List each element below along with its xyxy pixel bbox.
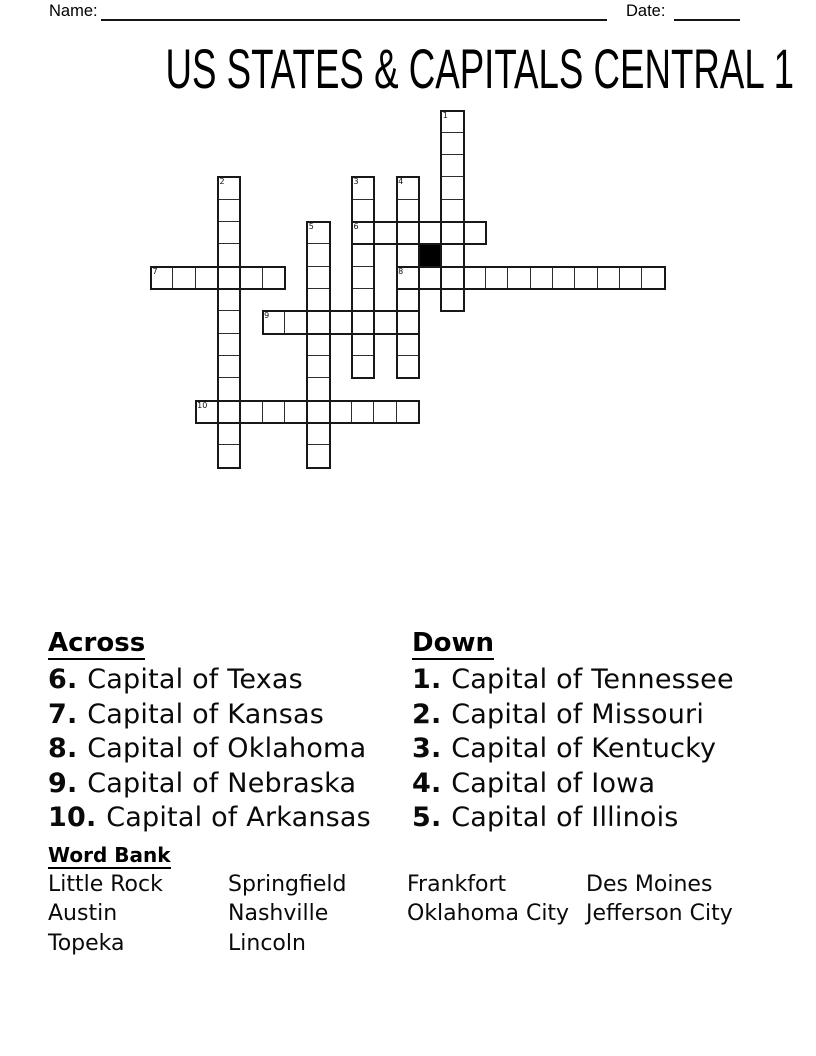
grid-cell-r11-c7[interactable] <box>306 355 330 379</box>
grid-cell-r13-c3[interactable] <box>217 400 241 424</box>
grid-cell-r8-c3[interactable] <box>217 288 241 312</box>
grid-cell-r11-c11[interactable] <box>396 355 420 379</box>
grid-cell-r6-c7[interactable] <box>306 243 330 267</box>
grid-cell-r4-c13[interactable] <box>440 199 464 223</box>
clue-number: 5. <box>412 802 442 834</box>
clue-across-10: 10. Capital of Arkansas <box>48 802 371 834</box>
grid-cell-r13-c8[interactable] <box>329 400 353 424</box>
grid-number-7: 7 <box>152 266 158 276</box>
grid-cell-r8-c11[interactable] <box>396 288 420 312</box>
grid-cell-r9-c3[interactable] <box>217 310 241 334</box>
clue-number: 1. <box>412 664 442 695</box>
grid-cell-r13-c4[interactable] <box>239 400 263 424</box>
grid-cell-r7-c15[interactable] <box>485 266 509 290</box>
grid-cell-r15-c7[interactable] <box>306 444 330 468</box>
grid-cell-r7-c12[interactable] <box>418 266 442 290</box>
word-bank-item: Little Rock <box>48 872 163 897</box>
word-bank-item: Jefferson City <box>586 901 733 927</box>
grid-number-4: 4 <box>398 177 404 187</box>
clue-number: 3. <box>412 733 442 765</box>
grid-cell-r10-c3[interactable] <box>217 333 241 357</box>
clue-down-2: 2. Capital of Missouri <box>412 698 705 730</box>
grid-cell-r7-c2[interactable] <box>195 266 219 290</box>
grid-cell-r6-c13[interactable] <box>440 243 464 267</box>
grid-cell-r5-c3[interactable] <box>217 221 241 245</box>
date-label: Date: <box>626 2 666 20</box>
grid-number-2: 2 <box>219 177 225 187</box>
grid-cell-r11-c9[interactable] <box>351 355 375 379</box>
grid-cell-r10-c9[interactable] <box>351 333 375 357</box>
grid-cell-r14-c3[interactable] <box>217 422 241 446</box>
grid-black-cell-r6-c12 <box>418 243 442 267</box>
word-bank-column-1 <box>48 870 163 958</box>
grid-cell-r7-c21[interactable] <box>619 266 643 290</box>
word-bank-column-4 <box>586 870 733 929</box>
grid-cell-r7-c1[interactable] <box>172 266 196 290</box>
clue-across-6: 6. Capital of Texas <box>48 664 303 695</box>
grid-number-8: 8 <box>398 266 404 276</box>
across-clue-list <box>48 663 371 836</box>
grid-cell-r6-c11[interactable] <box>396 243 420 267</box>
word-bank-item: Frankfort <box>407 872 507 897</box>
grid-cell-r13-c7[interactable] <box>306 400 330 424</box>
grid-cell-r7-c4[interactable] <box>239 266 263 290</box>
grid-cell-r1-c13[interactable] <box>440 132 464 156</box>
grid-cell-r4-c9[interactable] <box>351 199 375 223</box>
grid-number-3: 3 <box>353 177 359 187</box>
grid-cell-r7-c3[interactable] <box>217 266 241 290</box>
grid-cell-r10-c11[interactable] <box>396 333 420 357</box>
word-bank-item: Oklahoma City <box>407 901 570 927</box>
grid-cell-r9-c8[interactable] <box>329 310 353 334</box>
grid-cell-r10-c7[interactable] <box>306 333 330 357</box>
grid-cell-r9-c11[interactable] <box>396 310 420 334</box>
clue-number: 4. <box>412 767 442 799</box>
grid-cell-r7-c19[interactable] <box>574 266 598 290</box>
grid-number-9: 9 <box>264 311 270 321</box>
grid-cell-r5-c10[interactable] <box>373 221 397 245</box>
grid-cell-r5-c11[interactable] <box>396 221 420 245</box>
clue-number: 2. <box>412 698 442 730</box>
word-bank-item: Austin <box>48 901 118 927</box>
grid-cell-r7-c18[interactable] <box>552 266 576 290</box>
grid-cell-r11-c3[interactable] <box>217 355 241 379</box>
grid-cell-r13-c11[interactable] <box>396 400 420 424</box>
grid-cell-r12-c7[interactable] <box>306 377 330 401</box>
clue-down-4: 4. Capital of Iowa <box>412 767 656 799</box>
grid-number-5: 5 <box>308 222 314 232</box>
grid-cell-r5-c13[interactable] <box>440 221 464 245</box>
clue-down-3: 3. Capital of Kentucky <box>412 733 717 765</box>
clue-down-1: 1. Capital of Tennessee <box>412 664 734 695</box>
grid-number-1: 1 <box>442 110 448 120</box>
clue-number: 8. <box>48 733 78 765</box>
grid-cell-r7-c14[interactable] <box>463 266 487 290</box>
name-label: Name: <box>49 2 98 20</box>
clue-down-5: 5. Capital of Illinois <box>412 802 679 834</box>
grid-cell-r13-c9[interactable] <box>351 400 375 424</box>
grid-cell-r9-c6[interactable] <box>284 310 308 334</box>
grid-cell-r8-c7[interactable] <box>306 288 330 312</box>
grid-cell-r13-c5[interactable] <box>262 400 286 424</box>
grid-cell-r15-c3[interactable] <box>217 444 241 468</box>
clue-number: 10. <box>48 802 97 834</box>
clue-across-7: 7. Capital of Kansas <box>48 698 325 730</box>
grid-cell-r7-c22[interactable] <box>641 266 665 290</box>
word-bank-item: Lincoln <box>228 930 306 956</box>
grid-cell-r7-c20[interactable] <box>597 266 621 290</box>
grid-cell-r9-c10[interactable] <box>373 310 397 334</box>
clue-across-9: 9. Capital of Nebraska <box>48 767 357 799</box>
grid-cell-r9-c7[interactable] <box>306 310 330 334</box>
word-bank-item: Springfield <box>228 872 347 897</box>
grid-cell-r7-c13[interactable] <box>440 266 464 290</box>
word-bank-heading: Word Bank <box>48 843 171 867</box>
grid-cell-r5-c14[interactable] <box>463 221 487 245</box>
grid-cell-r7-c16[interactable] <box>507 266 531 290</box>
down-clue-list <box>412 663 734 836</box>
clue-number: 9. <box>48 767 78 799</box>
grid-cell-r7-c17[interactable] <box>530 266 554 290</box>
word-bank-column-3 <box>407 870 569 929</box>
word-bank-item: Nashville <box>228 901 329 927</box>
grid-cell-r7-c9[interactable] <box>351 266 375 290</box>
down-heading: Down <box>412 628 494 658</box>
grid-cell-r6-c9[interactable] <box>351 243 375 267</box>
word-bank-column-2 <box>228 870 346 958</box>
word-bank-item: Des Moines <box>586 872 713 897</box>
grid-cell-r5-c12[interactable] <box>418 221 442 245</box>
grid-cell-r4-c3[interactable] <box>217 199 241 223</box>
grid-cell-r14-c7[interactable] <box>306 422 330 446</box>
grid-number-10: 10 <box>197 400 208 410</box>
page-title: US STATES & CAPITALS CENTRAL 1 <box>165 37 794 100</box>
grid-cell-r13-c10[interactable] <box>373 400 397 424</box>
grid-cell-r7-c7[interactable] <box>306 266 330 290</box>
grid-cell-r9-c9[interactable] <box>351 310 375 334</box>
grid-cell-r2-c13[interactable] <box>440 154 464 178</box>
grid-cell-r3-c13[interactable] <box>440 176 464 200</box>
grid-cell-r7-c5[interactable] <box>262 266 286 290</box>
across-heading: Across <box>48 628 146 658</box>
grid-cell-r8-c13[interactable] <box>440 288 464 312</box>
grid-number-6: 6 <box>353 222 359 232</box>
word-bank-item: Topeka <box>48 930 125 956</box>
clue-number: 7. <box>48 698 78 730</box>
grid-cell-r8-c9[interactable] <box>351 288 375 312</box>
grid-cell-r13-c6[interactable] <box>284 400 308 424</box>
clue-number: 6. <box>48 664 78 695</box>
grid-cell-r6-c3[interactable] <box>217 243 241 267</box>
grid-cell-r12-c3[interactable] <box>217 377 241 401</box>
grid-cell-r4-c11[interactable] <box>396 199 420 223</box>
clue-across-8: 8. Capital of Oklahoma <box>48 733 367 765</box>
